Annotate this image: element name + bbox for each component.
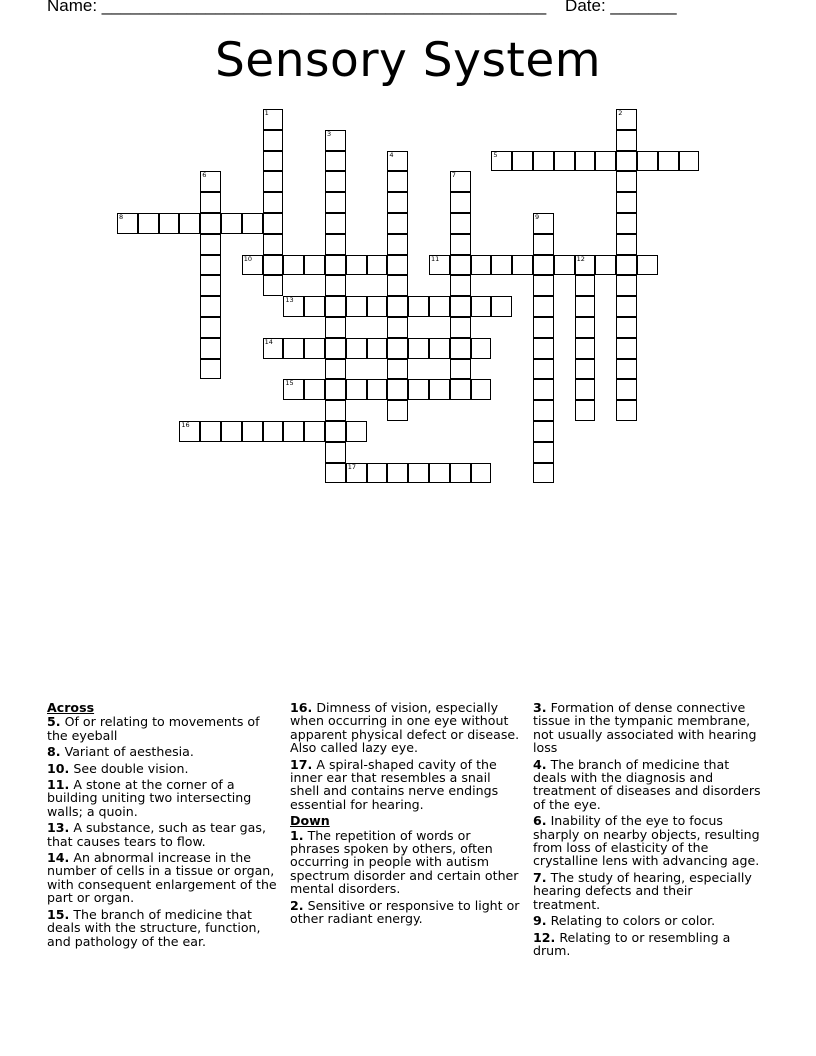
grid-cell[interactable] xyxy=(575,338,596,359)
grid-cell[interactable] xyxy=(387,463,408,484)
cell-number: 15 xyxy=(285,379,294,388)
grid-cell[interactable] xyxy=(450,171,471,192)
grid-cell[interactable] xyxy=(304,255,325,276)
cell-number: 8 xyxy=(119,213,124,221)
cell-number: 17 xyxy=(347,462,357,471)
grid-cell[interactable] xyxy=(554,151,575,172)
grid-cell[interactable] xyxy=(200,171,221,192)
grid-cell[interactable] xyxy=(595,255,616,276)
grid-cell[interactable] xyxy=(367,379,388,400)
grid-cell[interactable] xyxy=(387,192,408,213)
grid-cell[interactable] xyxy=(325,338,346,359)
grid-cell[interactable] xyxy=(325,463,346,484)
cell-number: 1 xyxy=(264,109,269,117)
cell-number: 12 xyxy=(576,254,585,263)
grid-cell[interactable] xyxy=(346,379,367,400)
grid-cell[interactable] xyxy=(200,234,221,255)
grid-cell[interactable] xyxy=(283,255,304,276)
grid-cell[interactable] xyxy=(387,359,408,380)
grid-cell[interactable] xyxy=(616,296,637,317)
grid-cell[interactable] xyxy=(616,171,637,192)
grid-cell[interactable] xyxy=(325,192,346,213)
grid-cell[interactable] xyxy=(512,255,533,276)
grid-cell[interactable] xyxy=(533,400,554,421)
grid-cell[interactable] xyxy=(450,463,471,484)
grid-cell[interactable] xyxy=(450,234,471,255)
grid-cell[interactable] xyxy=(263,130,284,151)
grid-cell[interactable] xyxy=(450,379,471,400)
cell-number: 9 xyxy=(535,213,540,221)
grid-cell[interactable] xyxy=(325,234,346,255)
cell-number: 16 xyxy=(181,421,190,429)
grid-cell[interactable] xyxy=(117,213,138,234)
grid-cell[interactable] xyxy=(575,379,596,400)
grid-cell[interactable] xyxy=(200,275,221,296)
grid-cell[interactable] xyxy=(325,317,346,338)
grid-cell[interactable] xyxy=(616,192,637,213)
grid-cell[interactable] xyxy=(637,151,658,172)
grid-cell[interactable] xyxy=(533,213,554,234)
grid-cell[interactable] xyxy=(304,379,325,400)
grid-cell[interactable] xyxy=(491,151,512,172)
grid-cell[interactable] xyxy=(408,463,429,484)
grid-cell[interactable] xyxy=(200,317,221,338)
clue-across-13: 13. A substance, such as tear gas, that causes tears to flow. xyxy=(47,820,266,849)
grid-cell[interactable] xyxy=(471,338,492,359)
grid-cell[interactable] xyxy=(242,421,263,442)
grid-cell[interactable] xyxy=(471,255,492,276)
cell-number: 2 xyxy=(618,109,623,117)
grid-cell[interactable] xyxy=(575,151,596,172)
grid-cell[interactable] xyxy=(450,213,471,234)
grid-cell[interactable] xyxy=(429,255,450,276)
clue-down-9: 9. Relating to colors or color. xyxy=(533,913,716,929)
grid-cell[interactable] xyxy=(200,213,221,234)
grid-cell[interactable] xyxy=(533,442,554,463)
grid-cell[interactable] xyxy=(346,421,367,442)
grid-cell[interactable] xyxy=(450,296,471,317)
grid-cell[interactable] xyxy=(533,317,554,338)
grid-cell[interactable] xyxy=(533,338,554,359)
grid-cell[interactable] xyxy=(325,359,346,380)
grid-cell[interactable] xyxy=(533,151,554,172)
grid-cell[interactable] xyxy=(325,442,346,463)
grid-cell[interactable] xyxy=(387,275,408,296)
clue-down-3: 3. Formation of dense connective tissue in the tympanic membrane, not usually associated with hearing loss xyxy=(533,700,757,756)
grid-cell[interactable] xyxy=(200,296,221,317)
grid-cell[interactable] xyxy=(575,255,596,276)
grid-cell[interactable] xyxy=(408,296,429,317)
grid-cell[interactable] xyxy=(450,255,471,276)
clues-column-2 xyxy=(290,701,520,929)
cell-number: 6 xyxy=(202,171,207,180)
grid-cell[interactable] xyxy=(221,213,242,234)
grid-cell[interactable] xyxy=(387,317,408,338)
grid-cell[interactable] xyxy=(533,296,554,317)
grid-cell[interactable] xyxy=(346,296,367,317)
grid-cell[interactable] xyxy=(283,338,304,359)
grid-cell[interactable] xyxy=(450,338,471,359)
grid-cell[interactable] xyxy=(325,379,346,400)
across-heading: Across xyxy=(47,700,95,715)
cell-number: 13 xyxy=(285,296,294,305)
grid-cell[interactable] xyxy=(387,338,408,359)
grid-cell[interactable] xyxy=(263,275,284,296)
grid-cell[interactable] xyxy=(491,255,512,276)
grid-cell[interactable] xyxy=(304,421,325,442)
grid-cell[interactable] xyxy=(325,296,346,317)
grid-cell[interactable] xyxy=(387,296,408,317)
grid-cell[interactable] xyxy=(138,213,159,234)
grid-cell[interactable] xyxy=(387,171,408,192)
grid-cell[interactable] xyxy=(429,463,450,484)
grid-cell[interactable] xyxy=(387,213,408,234)
grid-cell[interactable] xyxy=(346,463,367,484)
grid-cell[interactable] xyxy=(325,255,346,276)
grid-cell[interactable] xyxy=(616,400,637,421)
grid-cell[interactable] xyxy=(533,379,554,400)
grid-cell[interactable] xyxy=(471,296,492,317)
grid-cell[interactable] xyxy=(304,338,325,359)
grid-cell[interactable] xyxy=(450,192,471,213)
cell-number: 14 xyxy=(264,337,273,346)
grid-cell[interactable] xyxy=(471,463,492,484)
grid-cell[interactable] xyxy=(367,296,388,317)
grid-cell[interactable] xyxy=(533,234,554,255)
grid-cell[interactable] xyxy=(179,421,200,442)
grid-cell[interactable] xyxy=(283,379,304,400)
grid-cell[interactable] xyxy=(616,130,637,151)
grid-cell[interactable] xyxy=(616,213,637,234)
grid-cell[interactable] xyxy=(429,338,450,359)
grid-cell[interactable] xyxy=(554,255,575,276)
grid-cell[interactable] xyxy=(263,171,284,192)
grid-cell[interactable] xyxy=(533,275,554,296)
grid-cell[interactable] xyxy=(616,338,637,359)
clue-across-14: 14. An abnormal increase in the number of cells in a tissue or organ, with consequent enlargement of the part or organ. xyxy=(47,850,277,906)
grid-cell[interactable] xyxy=(616,151,637,172)
grid-cell[interactable] xyxy=(325,275,346,296)
clue-down-4: 4. The branch of medicine that deals with the diagnosis and treatment of diseases and disorders of the eye. xyxy=(533,756,761,812)
grid-cell[interactable] xyxy=(283,421,304,442)
grid-cell[interactable] xyxy=(450,317,471,338)
grid-cell[interactable] xyxy=(387,151,408,172)
grid-cell[interactable] xyxy=(471,379,492,400)
grid-cell[interactable] xyxy=(387,255,408,276)
grid-cell[interactable] xyxy=(616,359,637,380)
grid-cell[interactable] xyxy=(325,151,346,172)
grid-cell[interactable] xyxy=(346,338,367,359)
clue-across-11: 11. A stone at the corner of a building uniting two intersecting walls; a quoin. xyxy=(47,777,252,819)
grid-cell[interactable] xyxy=(533,463,554,484)
grid-cell[interactable] xyxy=(200,255,221,276)
grid-cell[interactable] xyxy=(533,421,554,442)
grid-cell[interactable] xyxy=(575,400,596,421)
grid-cell[interactable] xyxy=(200,338,221,359)
grid-cell[interactable] xyxy=(304,296,325,317)
clue-down-7: 7. The study of hearing, especially hearing defects and their treatment. xyxy=(533,869,752,912)
cell-number: 5 xyxy=(493,150,498,159)
down-heading: Down xyxy=(290,813,330,829)
grid-cell[interactable] xyxy=(263,109,284,130)
grid-cell[interactable] xyxy=(179,213,200,234)
grid-cell[interactable] xyxy=(263,234,284,255)
grid-cell[interactable] xyxy=(616,255,637,276)
grid-cell[interactable] xyxy=(159,213,180,234)
grid-cell[interactable] xyxy=(637,255,658,276)
grid-cell[interactable] xyxy=(387,400,408,421)
clue-down-6: 6. Inability of the eye to focus sharply on nearby objects, resulting from loss of elasticity of the crystalline lens with advancing age. xyxy=(533,813,760,869)
grid-cell[interactable] xyxy=(325,213,346,234)
grid-cell[interactable] xyxy=(575,296,596,317)
grid-cell[interactable] xyxy=(242,213,263,234)
grid-cell[interactable] xyxy=(263,192,284,213)
grid-cell[interactable] xyxy=(616,317,637,338)
clue-across-16: 16. Dimness of vision, especially when occurring in one eye without apparent physical defect or disease. Also called lazy eye. xyxy=(290,700,520,756)
grid-cell[interactable] xyxy=(387,234,408,255)
grid-cell[interactable] xyxy=(263,151,284,172)
clue-across-15: 15. The branch of medicine that deals with the structure, function, and pathology of the ear. xyxy=(47,906,261,949)
clue-down-2: 2. Sensitive or responsive to light or other radiant energy. xyxy=(290,897,520,927)
grid-cell[interactable] xyxy=(616,379,637,400)
clues-column-1 xyxy=(47,701,277,951)
grid-cell[interactable] xyxy=(429,379,450,400)
page-title: Sensory System xyxy=(214,33,602,88)
grid-cell[interactable] xyxy=(263,338,284,359)
grid-cell[interactable] xyxy=(242,255,263,276)
grid-cell[interactable] xyxy=(325,421,346,442)
clue-across-17: 17. A spiral-shaped cavity of the inner ear that resembles a snail shell and contains nerve endings essential for hearing. xyxy=(290,756,499,812)
clues-column-3 xyxy=(533,701,763,960)
grid-cell[interactable] xyxy=(595,151,616,172)
grid-cell[interactable] xyxy=(533,359,554,380)
grid-cell[interactable] xyxy=(512,151,533,172)
clue-across-8: 8. Variant of aesthesia. xyxy=(47,744,194,760)
grid-cell[interactable] xyxy=(263,213,284,234)
grid-cell[interactable] xyxy=(450,275,471,296)
grid-cell[interactable] xyxy=(533,255,554,276)
grid-cell[interactable] xyxy=(408,379,429,400)
grid-cell[interactable] xyxy=(367,255,388,276)
grid-cell[interactable] xyxy=(200,192,221,213)
grid-cell[interactable] xyxy=(658,151,679,172)
grid-cell[interactable] xyxy=(221,421,242,442)
cell-number: 4 xyxy=(389,150,394,159)
cell-number: 10 xyxy=(243,254,253,263)
grid-cell[interactable] xyxy=(367,463,388,484)
name-date-line: Name: _______________________________________________ Date: _______ xyxy=(47,0,677,15)
grid-cell[interactable] xyxy=(367,338,388,359)
grid-cell[interactable] xyxy=(575,317,596,338)
cell-number: 7 xyxy=(451,171,456,180)
grid-cell[interactable] xyxy=(200,421,221,442)
grid-cell[interactable] xyxy=(263,255,284,276)
grid-cell[interactable] xyxy=(679,151,700,172)
cell-number: 11 xyxy=(431,254,440,263)
grid-cell[interactable] xyxy=(575,275,596,296)
grid-cell[interactable] xyxy=(450,359,471,380)
grid-cell[interactable] xyxy=(325,130,346,151)
grid-cell[interactable] xyxy=(387,379,408,400)
cell-number: 3 xyxy=(327,129,332,138)
grid-cell[interactable] xyxy=(263,421,284,442)
grid-cell[interactable] xyxy=(616,275,637,296)
clue-across-10: 10. See double vision. xyxy=(47,760,189,776)
grid-cell[interactable] xyxy=(325,171,346,192)
grid-cell[interactable] xyxy=(491,296,512,317)
grid-cell[interactable] xyxy=(616,109,637,130)
grid-cell[interactable] xyxy=(346,255,367,276)
grid-cell[interactable] xyxy=(283,296,304,317)
grid-cell[interactable] xyxy=(575,359,596,380)
grid-cell[interactable] xyxy=(429,296,450,317)
clue-across-5: 5. Of or relating to movements of the eyeball xyxy=(47,714,260,743)
clue-down-1: 1. The repetition of words or phrases spoken by others, often occurring in people with autism spectrum disorder and certain other mental disorders. xyxy=(290,827,519,897)
grid-cell[interactable] xyxy=(325,400,346,421)
clue-down-12: 12. Relating to or resembling a drum. xyxy=(533,929,731,958)
grid-cell[interactable] xyxy=(200,359,221,380)
grid-cell[interactable] xyxy=(408,338,429,359)
grid-cell[interactable] xyxy=(616,234,637,255)
